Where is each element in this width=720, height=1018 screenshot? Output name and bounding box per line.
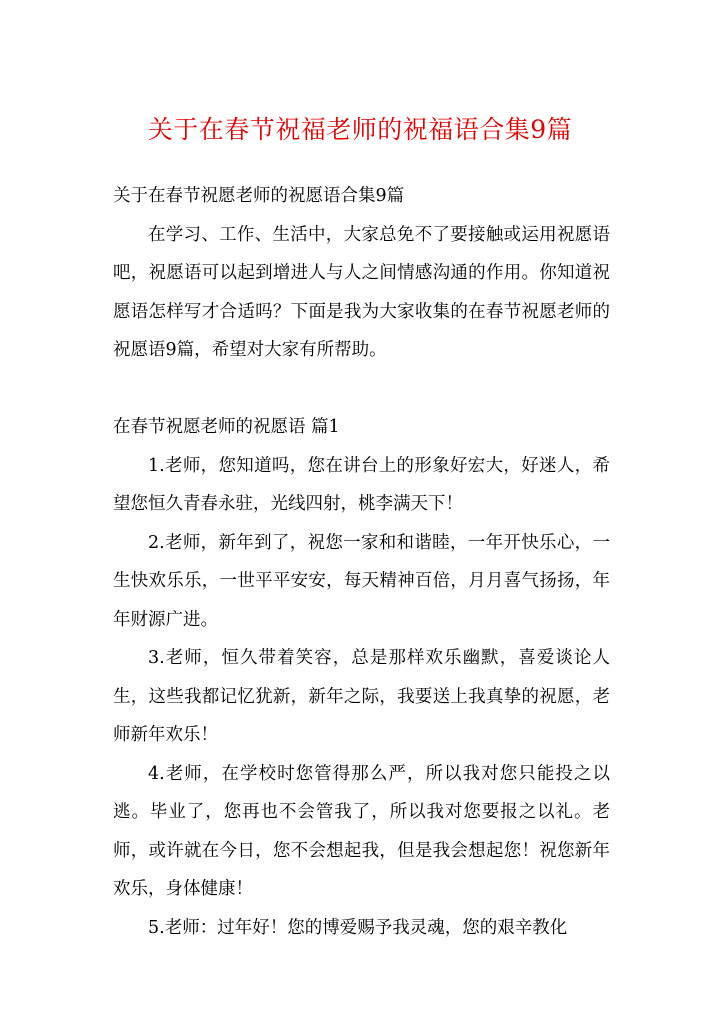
section-heading: 在春节祝愿老师的祝愿语 篇1 bbox=[113, 417, 340, 437]
list-item: 2.老师，新年到了，祝您一家和和谐睦，一年开快乐心，一生快欢乐乐，一世平平安安，每天精神百倍，月月喜气扬扬，年年财源广进。 bbox=[113, 532, 610, 630]
intro-paragraph: 在学习、工作、生活中，大家总免不了要接触或运用祝愿语吧，祝愿语可以起到增进人与人之间情感沟通的作用。你知道祝愿语怎样写才合适吗？下面是我为大家收集的在春节祝愿老师的祝愿语9篇，希望对大家有所帮助。 bbox=[113, 224, 610, 360]
list-item: 5.老师：过年好！您的博爱赐予我灵魂，您的艰辛教化 bbox=[148, 917, 568, 938]
subtitle: 关于在春节祝愿老师的祝愿语合集9篇 bbox=[113, 186, 405, 206]
document-title: 关于在春节祝福老师的祝福语合集9篇 bbox=[147, 115, 573, 144]
list-item: 3.老师，恒久带着笑容，总是那样欢乐幽默，喜爱谈论人生，这些我都记忆犹新，新年之际，我要送上我真挚的祝愿，老师新年欢乐！ bbox=[113, 648, 610, 745]
list-item: 4.老师，在学校时您管得那么严，所以我对您只能投之以逃。毕业了，您再也不会管我了，所以我对您要报之以礼。老师，或许就在今日，您不会想起我，但是我会想起您！祝您新年欢乐，身体健康！ bbox=[113, 763, 610, 899]
document-body bbox=[113, 177, 610, 947]
paragraph-spacer bbox=[113, 370, 610, 409]
list-item: 1.老师，您知道吗，您在讲台上的形象好宏大，好迷人，希望您恒久青春永驻，光线四射，桃李满天下！ bbox=[113, 455, 610, 514]
